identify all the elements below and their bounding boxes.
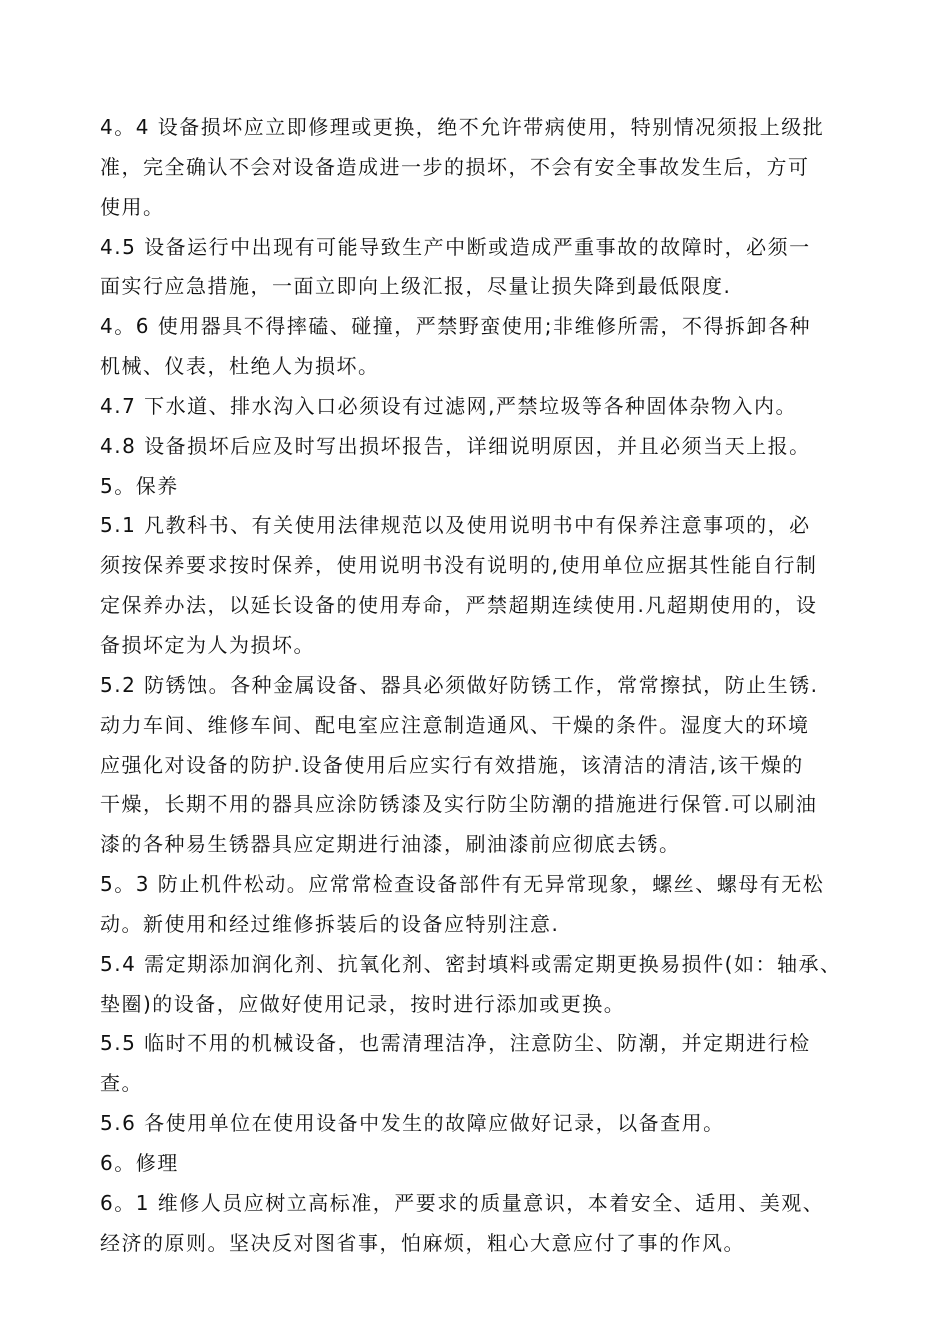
text-line: 动力车间、维修车间、配电室应注意制造通风、干燥的条件。湿度大的环境 [100, 712, 810, 737]
text-line: 查。 [100, 1071, 143, 1096]
text-line: 6。1 维修人员应树立高标准，严要求的质量意识，本着安全、适用、美观、 [100, 1190, 825, 1215]
text-line: 机械、仪表，杜绝人为损坏。 [100, 354, 380, 379]
text-line: 4.8 设备损坏后应及时写出损坏报告，详细说明原因，并且必须当天上报。 [100, 433, 811, 458]
text-line: 4.7 下水道、排水沟入口必须设有过滤网,严禁垃圾等各种固体杂物入内。 [100, 393, 798, 418]
text-line: 5.6 各使用单位在使用设备中发生的故障应做好记录，以备查用。 [100, 1111, 725, 1136]
text-line: 准，完全确认不会对设备造成进一步的损坏，不会有安全事故发生后，方可 [100, 154, 810, 179]
text-line: 5.5 临时不用的机械设备，也需清理洁净，注意防尘、防潮，并定期进行检 [100, 1031, 811, 1056]
text-line: 定保养办法，以延长设备的使用寿命，严禁超期连续使用.凡超期使用的，设 [100, 593, 818, 618]
text-line: 4。6 使用器具不得摔磕、碰撞，严禁野蛮使用;非维修所需，不得拆卸各种 [100, 314, 812, 339]
text-line: 面实行应急措施，一面立即向上级汇报，尽量让损失降到最低限度. [100, 274, 732, 299]
text-line: 4。4 设备损坏应立即修理或更换，绝不允许带病使用，特别情况须报上级批 [100, 115, 825, 139]
text-line: 应强化对设备的防护.设备使用后应实行有效措施，该清洁的清洁,该干燥的 [100, 752, 804, 777]
text-line: 备损坏定为人为损坏。 [100, 632, 315, 657]
document-body [100, 108, 860, 1263]
text-line: 垫圈)的设备，应做好使用记录，按时进行添加或更换。 [100, 991, 626, 1016]
text-line: 须按保养要求按时保养，使用说明书没有说明的,使用单位应据其性能自行制 [100, 553, 818, 578]
text-line: 动。新使用和经过维修拆装后的设备应特别注意. [100, 911, 560, 936]
section-heading: 5。保养 [100, 473, 179, 498]
text-line: 经济的原则。坚决反对图省事，怕麻烦，粗心大意应付了事的作风。 [100, 1230, 745, 1255]
text-line: 5。3 防止机件松动。应常常检查设备部件有无异常现象，螺丝、螺母有无松 [100, 872, 825, 897]
text-line: 干燥，长期不用的器具应涂防锈漆及实行防尘防潮的措施进行保管.可以刷油 [100, 792, 818, 817]
text-line: 5.4 需定期添加润化剂、抗氧化剂、密封填料或需定期更换易损件(如：轴承、 [100, 951, 842, 976]
section-heading: 6。修理 [100, 1150, 179, 1175]
text-line: 4.5 设备运行中出现有可能导致生产中断或造成严重事故的故障时，必须一 [100, 234, 811, 259]
text-line: 5.1 凡教科书、有关使用法律规范以及使用说明书中有保养注意事项的，必 [100, 513, 811, 538]
text-line: 5.2 防锈蚀。各种金属设备、器具必须做好防锈工作，常常擦拭，防止生锈. [100, 672, 819, 697]
text-line: 漆的各种易生锈器具应定期进行油漆，刷油漆前应彻底去锈。 [100, 832, 681, 857]
text-line: 使用。 [100, 194, 165, 219]
